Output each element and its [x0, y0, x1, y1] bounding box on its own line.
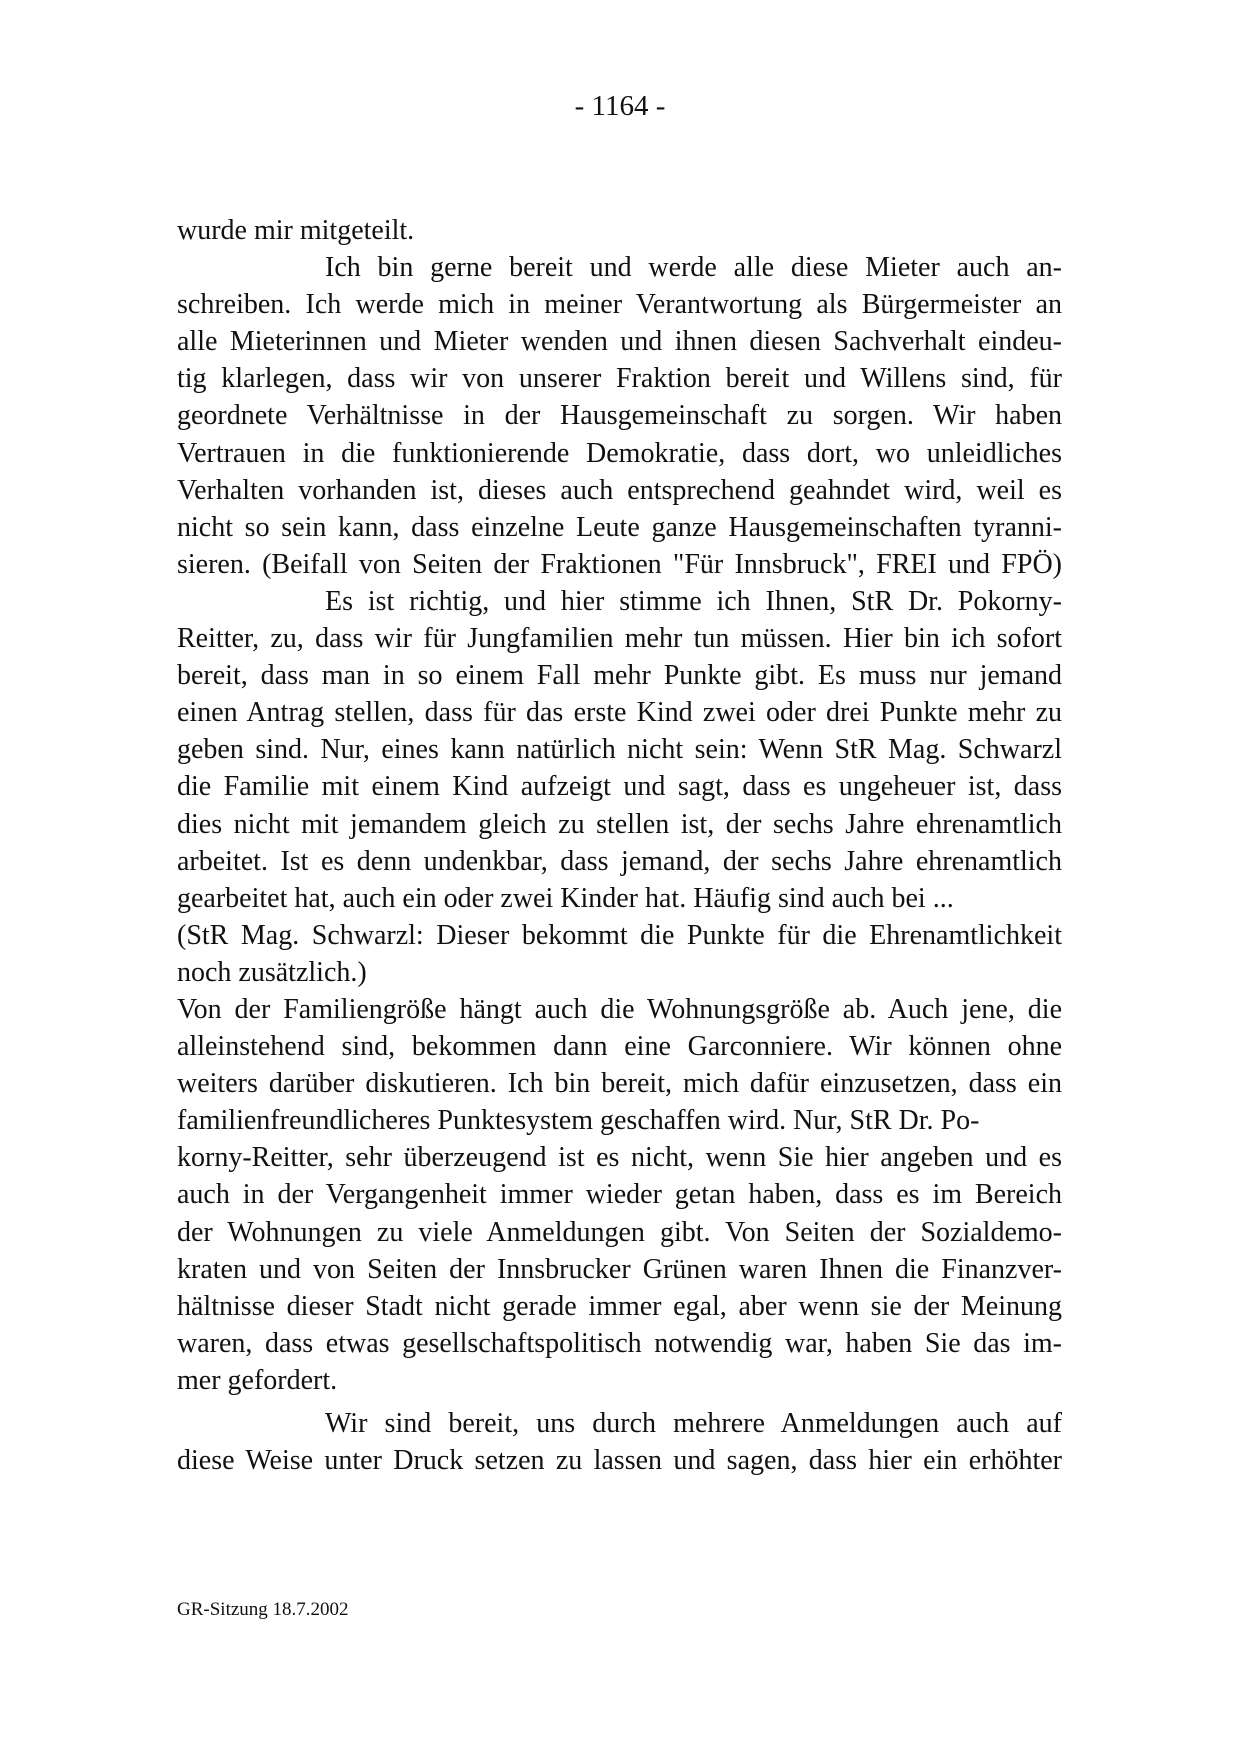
text-line: arbeitet. Ist es denn undenkbar, dass jemand, der sechs Jahre ehrenamtlich — [177, 845, 1062, 877]
text-line: Verhalten vorhanden ist, dieses auch entsprechend geahndet wird, weil es — [177, 474, 1062, 506]
text-line: alleinstehend sind, bekommen dann eine Garconniere. Wir können ohne — [177, 1031, 1062, 1063]
text-line: geordnete Verhältnisse in der Hausgemeinschaft zu sorgen. Wir haben — [177, 400, 1062, 432]
text-line: nicht so sein kann, dass einzelne Leute ganze Hausgemeinschaften tyranni- — [177, 511, 1062, 543]
text-line: hältnisse dieser Stadt nicht gerade immer egal, aber wenn sie der Meinung — [177, 1290, 1062, 1322]
text-line: sieren. (Beifall von Seiten der Fraktionen "Für Innsbruck", FREI und FPÖ) — [177, 548, 1062, 580]
text-line: korny-Reitter, sehr überzeugend ist es nicht, wenn Sie hier angeben und es — [177, 1142, 1062, 1174]
text-line: diese Weise unter Druck setzen zu lassen und sagen, dass hier ein erhöhter — [177, 1445, 1062, 1477]
interjection-line: (StR Mag. Schwarzl: Dieser bekommt die Punkte für die Ehrenamtlichkeit — [177, 919, 1062, 951]
paragraph-first-line: Ich bin gerne bereit und werde alle diese Mieter auch an- — [325, 252, 1062, 284]
text-line: alle Mieterinnen und Mieter wenden und ihnen diesen Sachverhalt eindeu- — [177, 326, 1062, 358]
text-line: wurde mir mitgeteilt. — [177, 215, 415, 246]
text-line: dies nicht mit jemandem gleich zu stellen ist, der sechs Jahre ehrenamtlich — [177, 808, 1062, 840]
paragraph-first-line: Es ist richtig, und hier stimme ich Ihnen, StR Dr. Pokorny- — [325, 585, 1062, 617]
text-line: kraten und von Seiten der Innsbrucker Grünen waren Ihnen die Finanzver- — [177, 1253, 1062, 1285]
text-line: weiters darüber diskutieren. Ich bin bereit, mich dafür einzusetzen, dass ein — [177, 1068, 1062, 1100]
text-line: mer gefordert. — [177, 1364, 338, 1396]
text-line: gearbeitet hat, auch ein oder zwei Kinder hat. Häufig sind auch bei ... — [177, 882, 954, 914]
text-line: Reitter, zu, dass wir für Jungfamilien mehr tun müssen. Hier bin ich sofort — [177, 623, 1062, 655]
footer-session-label: GR-Sitzung 18.7.2002 — [177, 1599, 349, 1620]
text-line: geben sind. Nur, eines kann natürlich nicht sein: Wenn StR Mag. Schwarzl — [177, 734, 1062, 766]
document-body — [177, 212, 1062, 1479]
text-line: Vertrauen in die funktionierende Demokratie, dass dort, wo unleidliches — [177, 437, 1062, 469]
text-line: waren, dass etwas gesellschaftspolitisch notwendig war, haben Sie das im- — [177, 1327, 1062, 1359]
text-line: auch in der Vergangenheit immer wieder getan haben, dass es im Bereich — [177, 1179, 1062, 1211]
text-line: der Wohnungen zu viele Anmeldungen gibt. Von Seiten der Sozialdemo- — [177, 1216, 1062, 1248]
text-line: bereit, dass man in so einem Fall mehr Punkte gibt. Es muss nur jemand — [177, 660, 1062, 692]
text-line: Von der Familiengröße hängt auch die Wohnungsgröße ab. Auch jene, die — [177, 993, 1062, 1025]
page-number: - 1164 - — [574, 90, 666, 122]
text-line: die Familie mit einem Kind aufzeigt und sagt, dass es ungeheuer ist, dass — [177, 771, 1062, 803]
text-line: familienfreundlicheres Punktesystem geschaffen wird. Nur, StR Dr. Po- — [177, 1105, 980, 1137]
text-line: schreiben. Ich werde mich in meiner Verantwortung als Bürgermeister an — [177, 289, 1062, 321]
text-line: tig klarlegen, dass wir von unserer Fraktion bereit und Willens sind, für — [177, 363, 1062, 395]
paragraph-first-line: Wir sind bereit, uns durch mehrere Anmeldungen auch auf — [325, 1408, 1062, 1439]
interjection-line: noch zusätzlich.) — [177, 956, 367, 988]
text-line: einen Antrag stellen, dass für das erste Kind zwei oder drei Punkte mehr zu — [177, 697, 1062, 729]
